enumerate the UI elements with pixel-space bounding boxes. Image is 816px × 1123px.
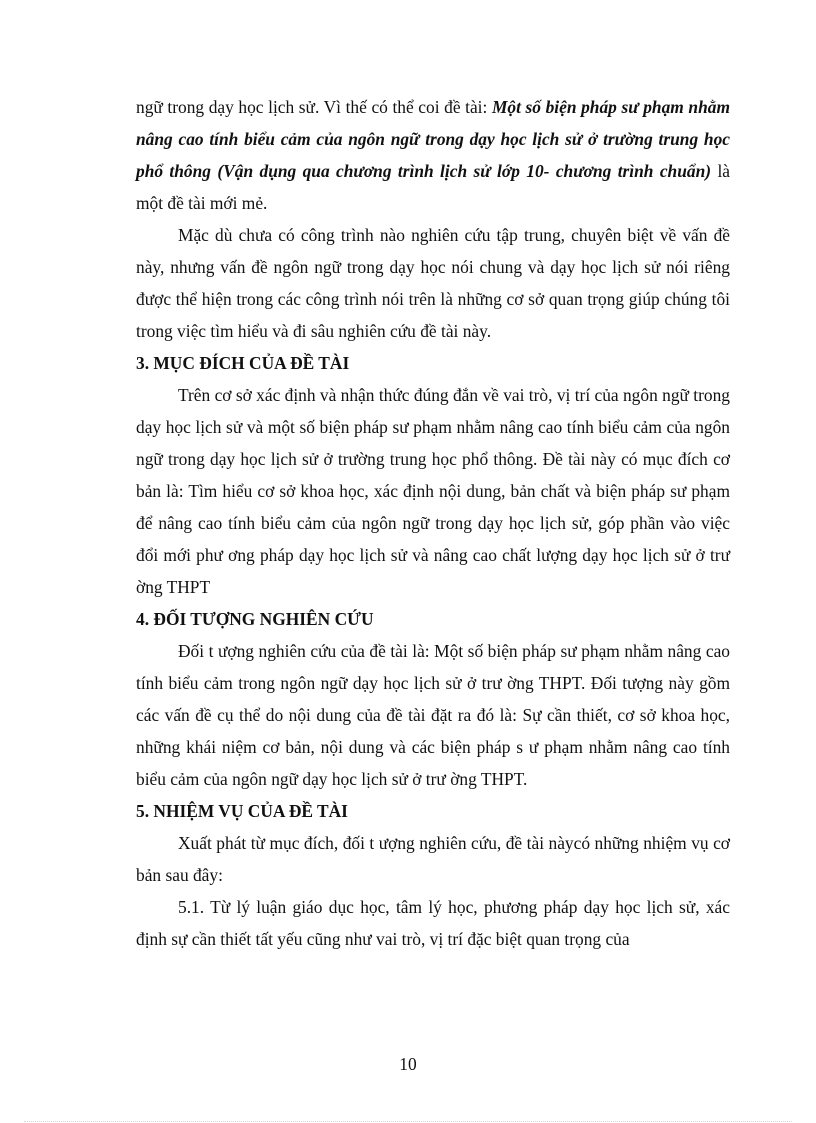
section-3-heading: 3. MỤC ĐÍCH CỦA ĐỀ TÀI <box>136 353 350 373</box>
intro-paragraph <box>136 91 730 219</box>
footer-divider <box>24 1121 792 1122</box>
page-number: 10 <box>399 1054 417 1074</box>
section-5-heading: 5. NHIỆM VỤ CỦA ĐỀ TÀI <box>136 801 348 821</box>
section-5-paragraph: Xuất phát từ mục đích, đối t ượng nghiên cứu, đề tài nàycó những nhiệm vụ cơ bản sau đây: <box>136 833 730 885</box>
intro-lead: ngữ trong dạy học lịch sử. Vì thế có thể coi đề tài: <box>136 97 492 117</box>
section-4-heading: 4. ĐỐI TƯỢNG NGHIÊN CỨU <box>136 609 374 629</box>
section-3-paragraph: Trên cơ sở xác định và nhận thức đúng đắn về vai trò, vị trí của ngôn ngữ trong dạy học lịch sử và một số biện pháp sư phạm nhằm nâng cao tính biểu cảm của ngôn ngữ trong dạy học lịch sử ở trường trung học phổ thông. Đề tài này có mục đích cơ bản là: Tìm hiểu cơ sở khoa học, xác định nội dung, bản chất và biện pháp sư phạm để nâng cao tính biểu cảm của ngôn ngữ trong dạy học lịch sử, góp phần vào việc đổi mới phư ơng pháp dạy học lịch sử và nâng cao chất lượng dạy học lịch sử ở trư ờng THPT <box>136 385 730 597</box>
section-5-item-1: 5.1. Từ lý luận giáo dục học, tâm lý học, phương pháp dạy học lịch sử, xác định sự cần thiết tất yếu cũng như vai trò, vị trí đặc biệt quan trọng của <box>136 897 730 949</box>
intro-tail: là một đề tài mới mẻ. <box>136 161 730 213</box>
section-4-paragraph: Đối t ượng nghiên cứu của đề tài là: Một số biện pháp sư phạm nhằm nâng cao tính biểu cảm trong ngôn ngữ dạy học lịch sử ở trư ờng THPT. Đối tượng này gồm các vấn đề cụ thể do nội dung của đề tài đặt ra đó là: Sự cần thiết, cơ sở khoa học, những khái niệm cơ bản, nội dung và các biện pháp s ư phạm nhằm nâng cao tính biểu cảm của ngôn ngữ dạy học lịch sử ở trư ờng THPT. <box>136 641 730 789</box>
thesis-title: Một số biện pháp sư phạm nhằm nâng cao tính biểu cảm của ngôn ngữ trong dạy học lịch sử ở trường trung học phổ thông (Vận dụng qua chương trình lịch sử lớp 10- chương trình chuẩn) <box>136 97 730 181</box>
literature-paragraph: Mặc dù chưa có công trình nào nghiên cứu tập trung, chuyên biệt về vấn đề này, nhưng vấn đề ngôn ngữ trong dạy học nói chung và dạy học lịch sử nói riêng được thể hiện trong các công trình nói trên là những cơ sở quan trọng giúp chúng tôi trong việc tìm hiểu và đi sâu nghiên cứu đề tài này. <box>136 225 730 341</box>
page-content <box>136 91 730 955</box>
